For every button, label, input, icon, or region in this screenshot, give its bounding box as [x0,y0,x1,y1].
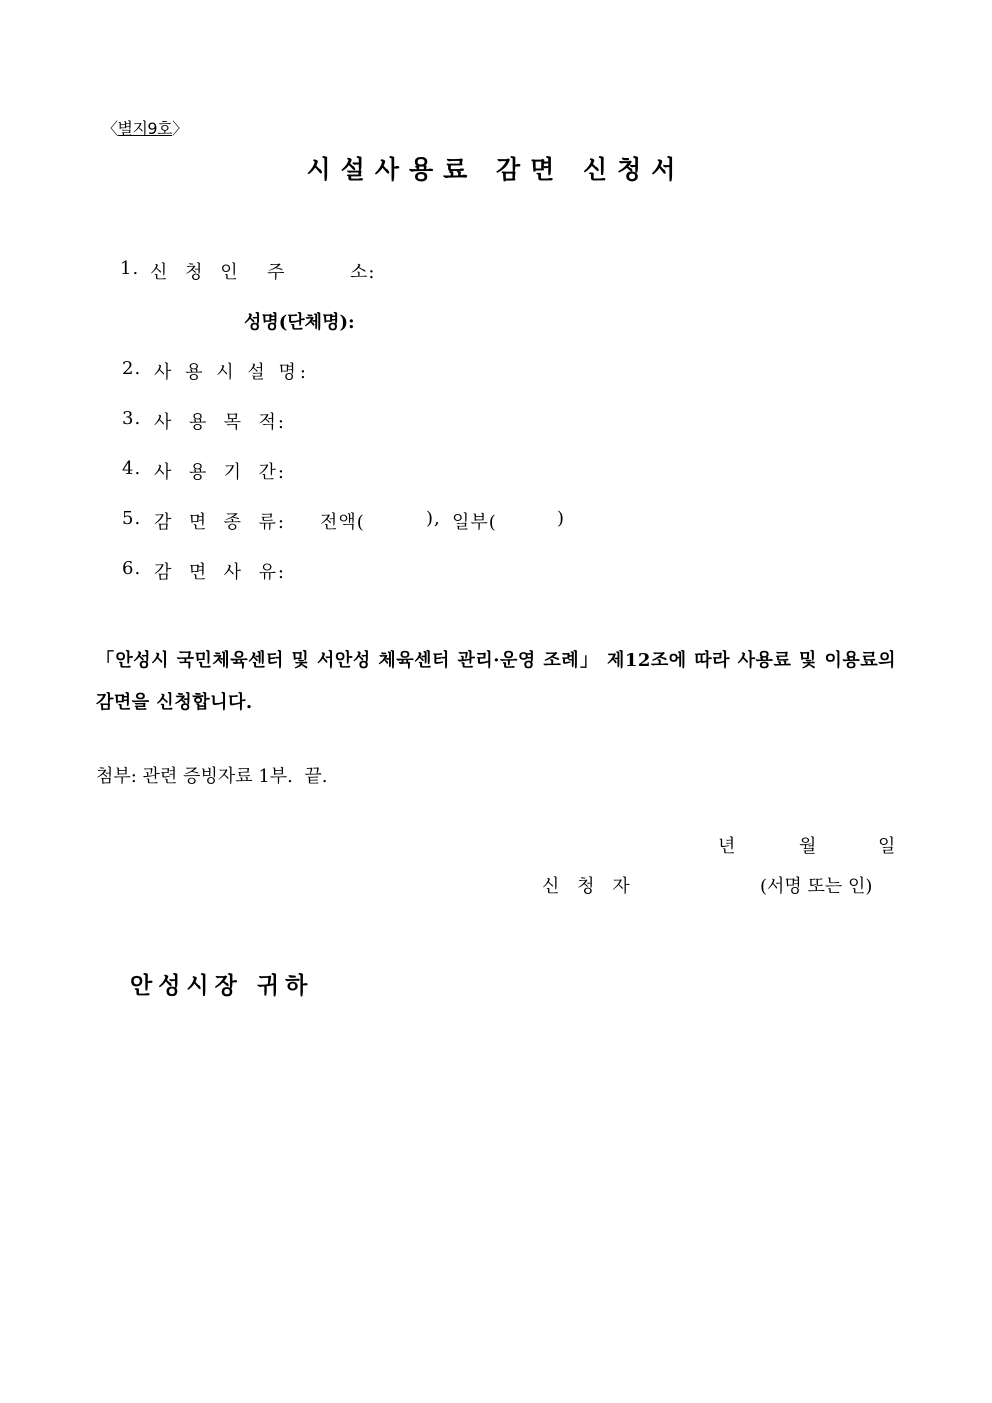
item2-label: 사 용 시 설 명: [154,362,310,383]
item5-partial-close: ) [557,508,566,529]
request-paragraph: 「안성시 국민체육센터 및 서안성 체육센터 관리·운영 조례」 제12조에 따라 사용료 및 이용료의 감면을 신청합니다. [96,650,896,713]
recipient: 안성시장 귀하 [130,973,314,999]
item4-number: 4. [122,458,142,479]
item6-label: 감 면 사 유: [154,562,286,583]
form-number-open: 〈 [102,119,118,138]
item1-address-colon: 소: [350,262,376,283]
date-year-label: 년 [718,836,736,857]
item3-number: 3. [122,408,142,429]
attachment-line: 첨부: 관련 증빙자료 1부. 끝. [96,766,328,787]
form-number-label: 별지9호 [117,119,173,138]
item5-full-close: ), [426,508,441,529]
applicant-sign: (서명 또는 인) [760,876,873,897]
item5-partial-label: 일부( [452,512,497,533]
item1-number: 1. [120,258,140,279]
date-day-label: 일 [878,836,896,857]
item5-full-label: 전액( [320,512,365,533]
item3-label: 사 용 목 적: [154,412,286,433]
date-month-label: 월 [799,836,817,857]
form-number [102,116,188,139]
form-number-close: 〉 [172,119,188,138]
item5-number: 5. [122,508,142,529]
applicant-label: 신 청 자 [542,876,636,897]
item1-name-label: 성명(단체명): [244,312,355,333]
item6-number: 6. [122,558,142,579]
item5-label: 감 면 종 류: [154,512,286,533]
item4-label: 사 용 기 간: [154,462,286,483]
item1-label: 신 청 인 주 [150,262,291,283]
item2-number: 2. [122,358,142,379]
document-title: 시설사용료 감면 신청서 [306,155,686,184]
